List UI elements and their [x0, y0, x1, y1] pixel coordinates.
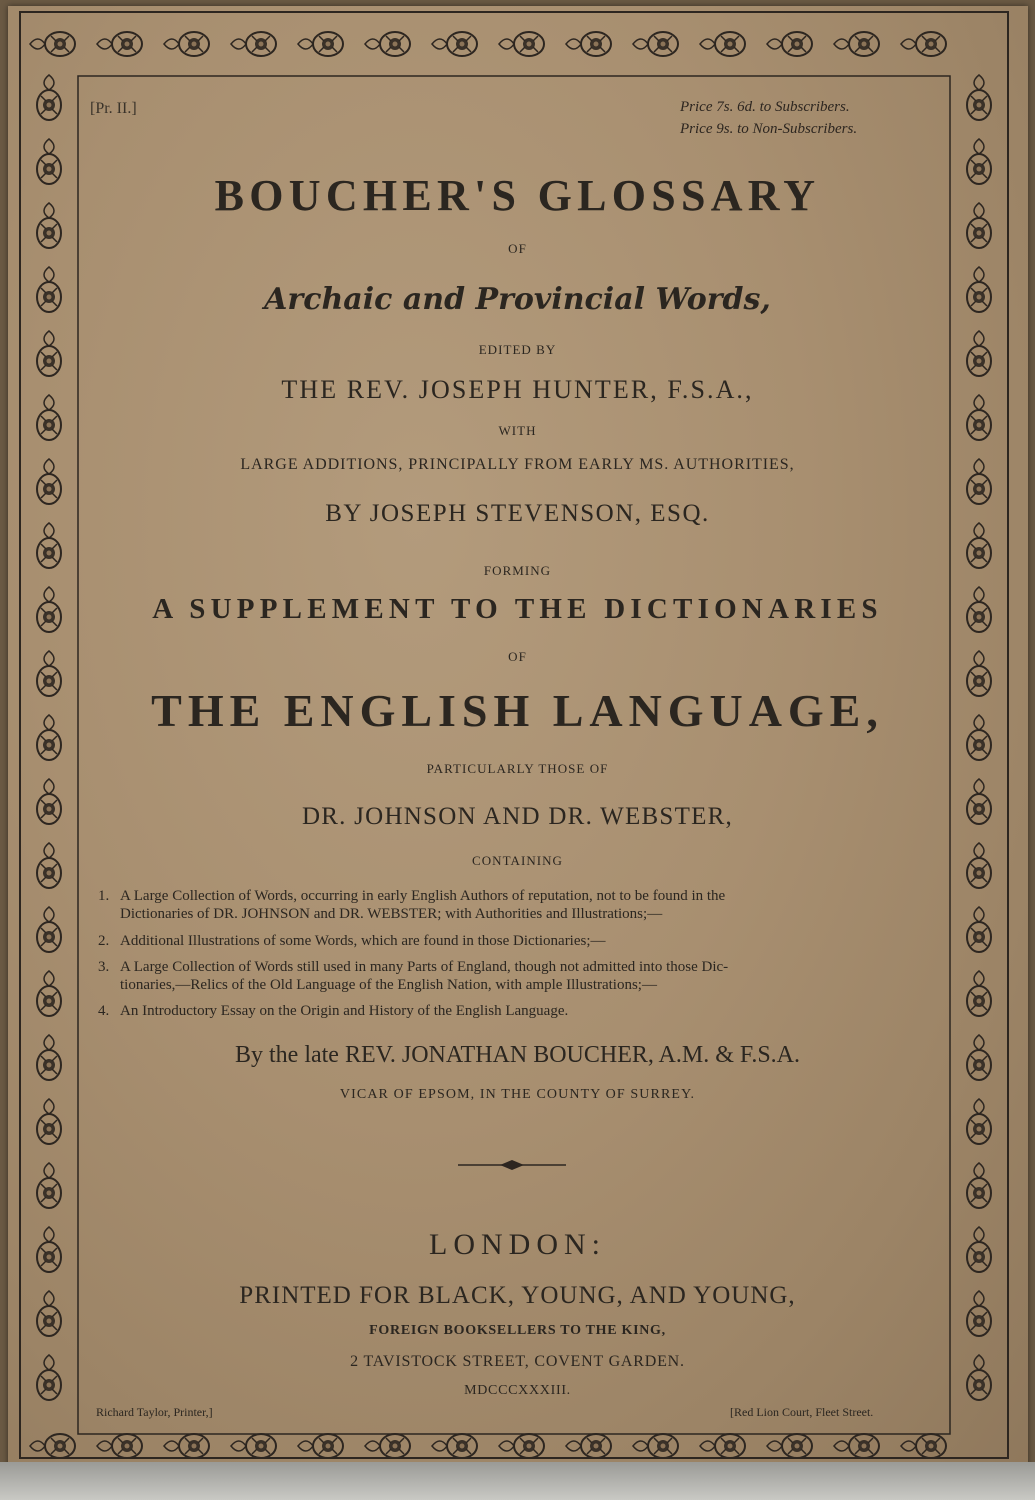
list-item: 1. A Large Collection of Words, occurring in early English Authors of reputation, not to be found in the Dictionaries of DR. JOHNSON and DR. WEBSTER; with Authorities and Illustrations;— [98, 888, 726, 922]
border-ornament [633, 32, 678, 56]
additions-line: LARGE ADDITIONS, PRINCIPALLY FROM EARLY MS. AUTHORITIES, [240, 456, 795, 473]
border-ornament [97, 1434, 142, 1458]
border-ornament [901, 32, 946, 56]
border-ornament [37, 523, 61, 568]
author-byline: By the late REV. JONATHAN BOUCHER, A.M. & F.S.A. [234, 1042, 800, 1068]
subtitle: Archaic and Provincial Words, [264, 282, 771, 317]
of-label-2: OF [508, 649, 527, 664]
doctors-line: DR. JOHNSON AND DR. WEBSTER, [301, 803, 734, 830]
list-item: 3. A Large Collection of Words still used in many Parts of England, though not admitted into those Dic- tionaries,—Relics of the Old Language of the English Nation, with ample Illustrations;— [98, 959, 729, 993]
border-ornament [164, 1434, 209, 1458]
border-ornament [901, 1434, 946, 1458]
forming-label: FORMING [483, 563, 552, 578]
supplement-title: A SUPPLEMENT TO THE DICTIONARIES [152, 593, 883, 625]
border-ornament [37, 907, 61, 952]
particularly-label: PARTICULARLY THOSE OF [426, 761, 609, 776]
border-ornament [967, 75, 991, 120]
border-ornament [298, 32, 343, 56]
border-ornament [231, 32, 276, 56]
border-ornament [30, 1434, 75, 1458]
border-ornament [566, 32, 611, 56]
language-title: THE ENGLISH LANGUAGE, [151, 685, 884, 736]
price-non-subscribers: Price 9s. to Non-Subscribers. [680, 121, 858, 137]
border-left-ornaments [37, 75, 61, 1400]
border-ornament [767, 1434, 812, 1458]
border-ornament [633, 1434, 678, 1458]
border-ornament [231, 1434, 276, 1458]
plate-mark: [Pr. II.] [90, 100, 137, 117]
border-ornament [97, 32, 142, 56]
list-item: 4. An Introductory Essay on the Origin and History of the English Language. [98, 1003, 569, 1019]
border-ornament [432, 1434, 477, 1458]
border-ornament [967, 971, 991, 1016]
border-ornament [499, 1434, 544, 1458]
author-position: VICAR OF EPSOM, IN THE COUNTY OF SURREY. [339, 1087, 696, 1102]
imprint-booksellers: FOREIGN BOOKSELLERS TO THE KING, [369, 1323, 666, 1338]
border-top-ornaments [30, 32, 946, 56]
imprint-year: MDCCCXXXIII. [464, 1383, 571, 1398]
border-ornament [37, 1099, 61, 1144]
contributor-name: BY JOSEPH STEVENSON, ESQ. [325, 500, 710, 527]
containing-label: CONTAINING [472, 853, 563, 868]
border-ornament [967, 1099, 991, 1144]
border-ornament [967, 1163, 991, 1208]
border-ornament [164, 32, 209, 56]
border-ornament [566, 1434, 611, 1458]
edited-by-label: EDITED BY [478, 342, 557, 357]
divider-ornament [458, 1160, 566, 1170]
border-ornament [967, 907, 991, 952]
border-ornament [30, 32, 75, 56]
border-ornament [967, 523, 991, 568]
imprint-address: 2 TAVISTOCK STREET, COVENT GARDEN. [350, 1353, 685, 1370]
border-ornament [432, 32, 477, 56]
border-ornament [365, 32, 410, 56]
border-ornament [298, 1434, 343, 1458]
border-bottom-ornaments [30, 1434, 946, 1458]
border-ornament [834, 1434, 879, 1458]
editor-name: THE REV. JOSEPH HUNTER, F.S.A., [281, 375, 754, 404]
price-subscribers: Price 7s. 6d. to Subscribers. [680, 99, 850, 115]
border-ornament [767, 32, 812, 56]
main-title: BOUCHER'S GLOSSARY [214, 171, 821, 220]
border-ornament [37, 971, 61, 1016]
border-ornament [700, 32, 745, 56]
border-right-ornaments [967, 75, 991, 1400]
border-ornament [499, 32, 544, 56]
imprint-city: LONDON: [429, 1228, 606, 1261]
printer-credit: Richard Taylor, Printer,] [96, 1405, 213, 1419]
printer-location: [Red Lion Court, Fleet Street. [730, 1405, 874, 1419]
price-note [680, 96, 857, 140]
border-ornament [37, 1163, 61, 1208]
border-ornament [365, 1434, 410, 1458]
with-label: WITH [498, 423, 537, 438]
border-ornament [37, 75, 61, 120]
of-label: OF [508, 241, 527, 256]
imprint-publisher: PRINTED FOR BLACK, YOUNG, AND YOUNG, [239, 1282, 796, 1309]
border-ornament [700, 1434, 745, 1458]
border-ornament [834, 32, 879, 56]
list-item: 2. Additional Illustrations of some Words, which are found in those Dictionaries;— [98, 933, 606, 949]
